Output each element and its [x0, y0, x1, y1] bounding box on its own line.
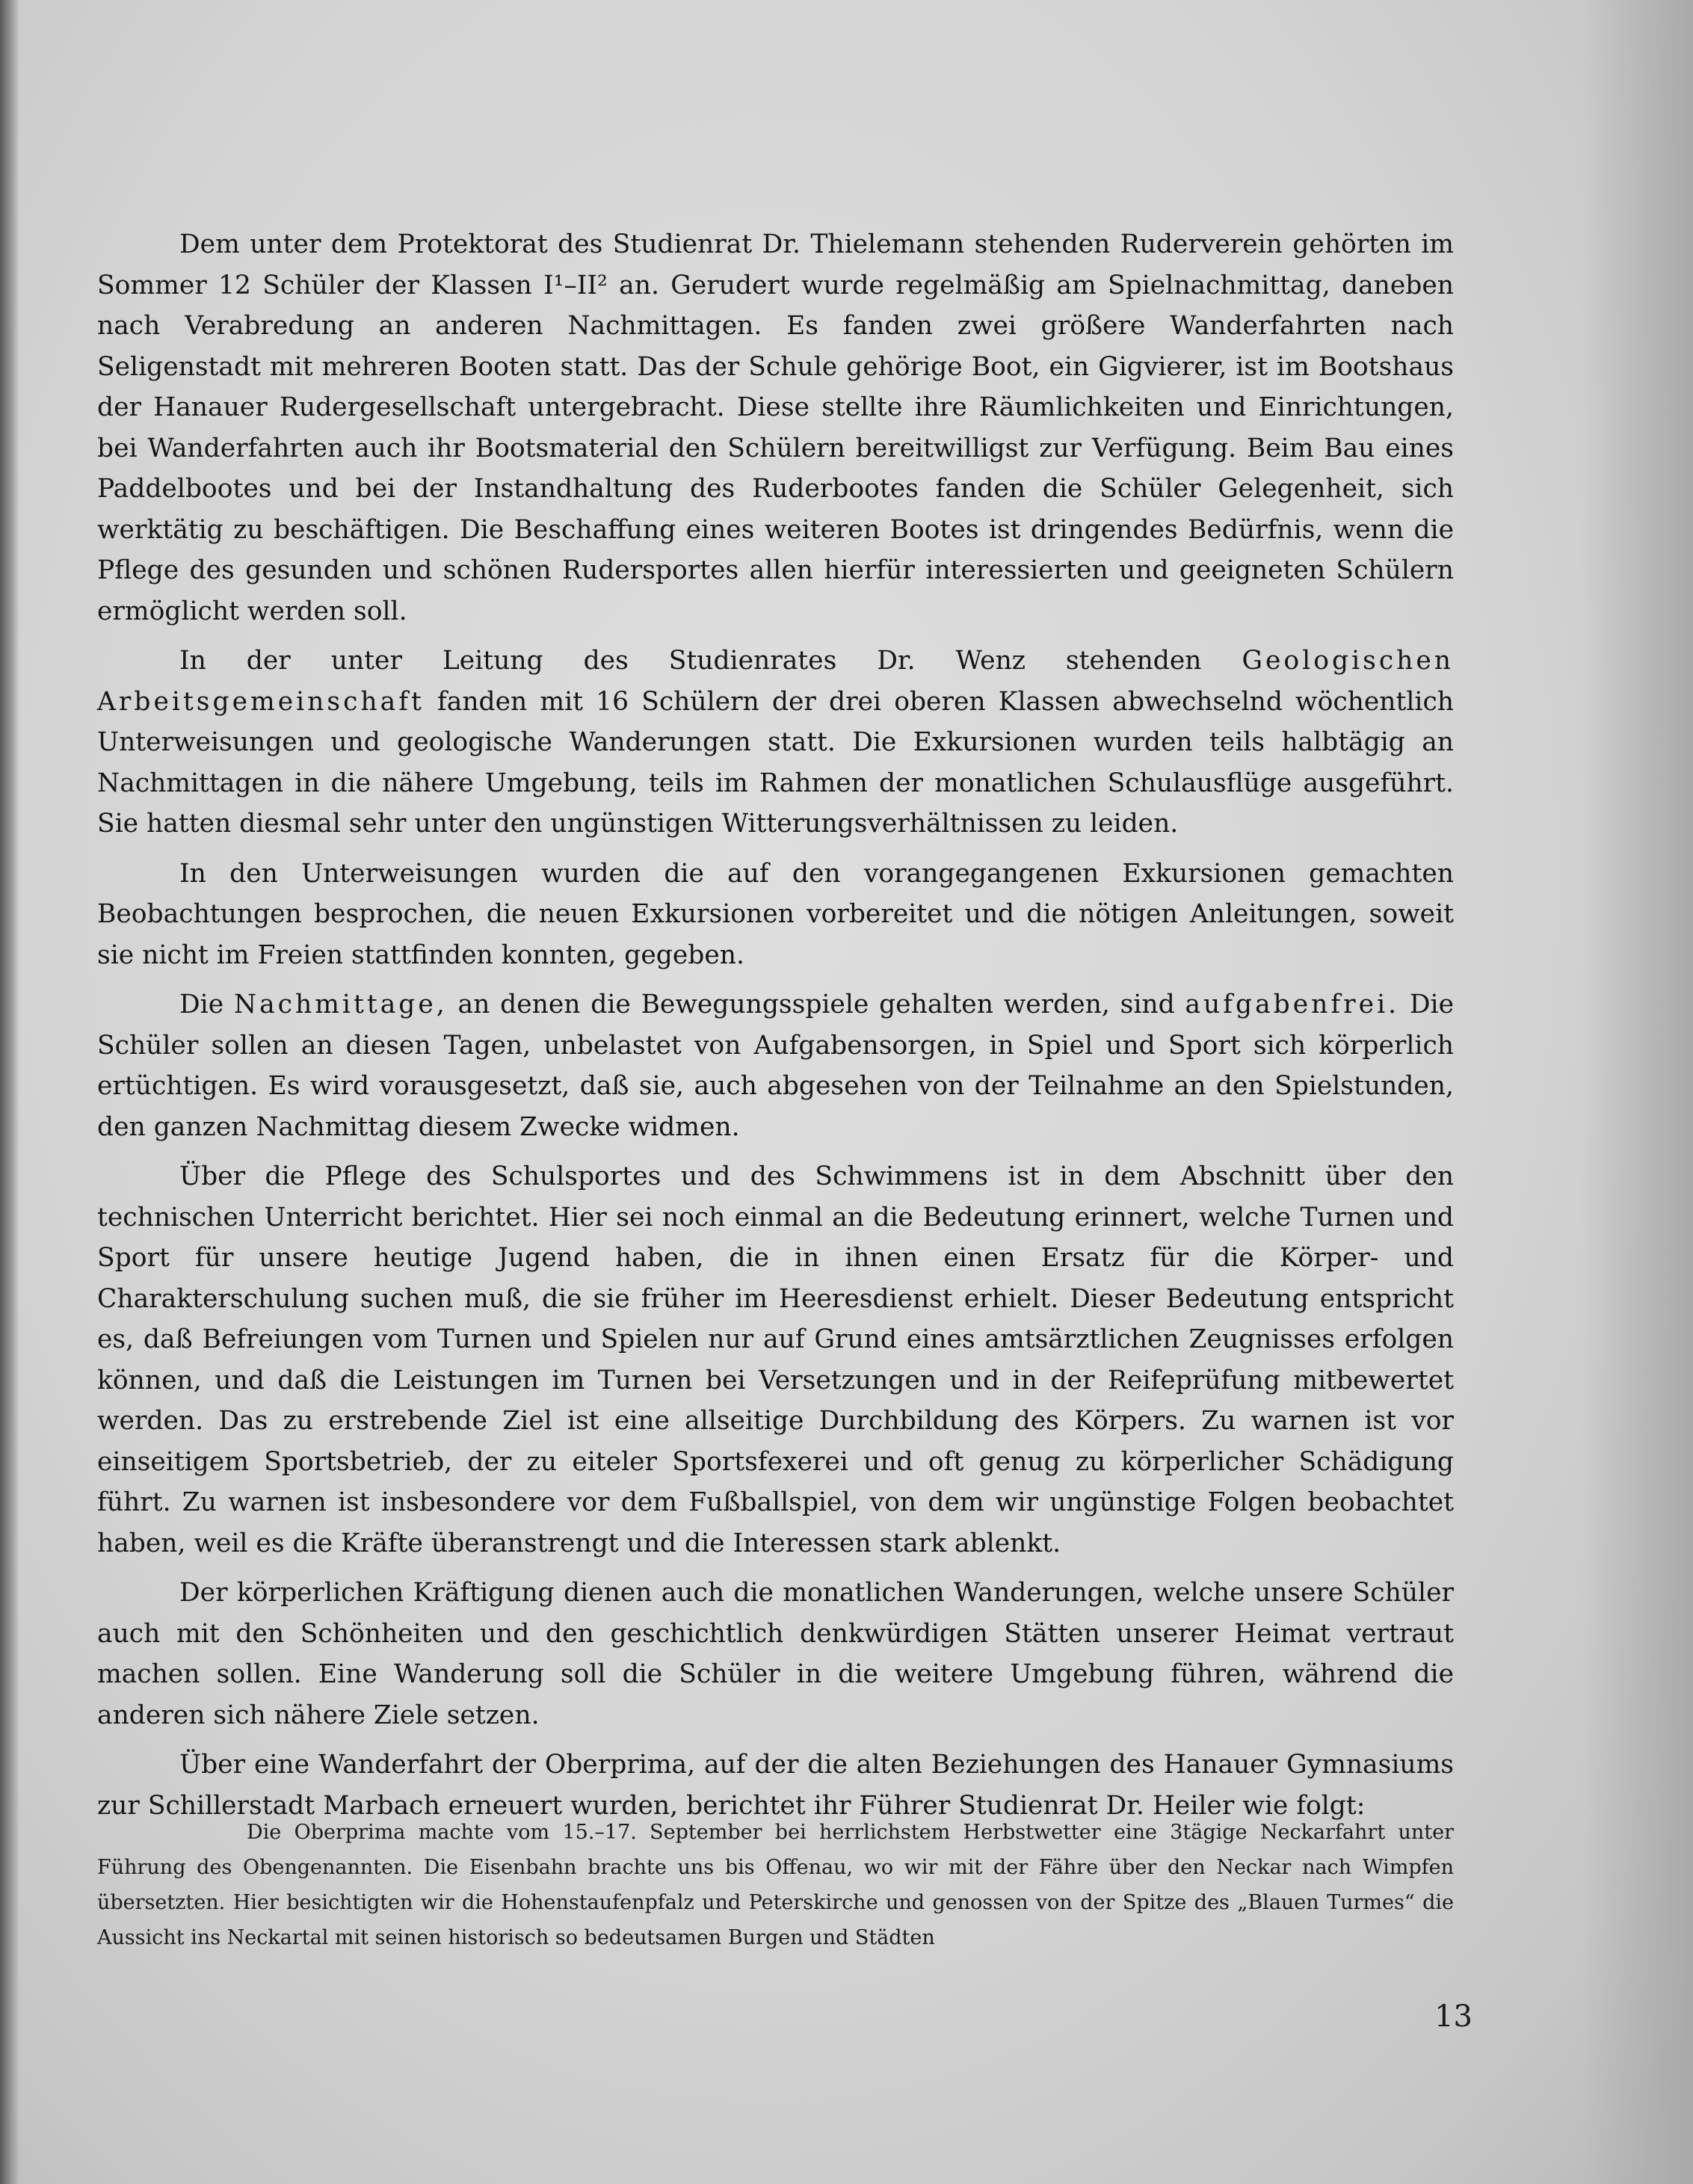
geologische-arbeitsgemeinschaft-emphasis: Geologischen Arbeitsgemeinschaft [97, 646, 1454, 717]
paragraph-geologie [97, 641, 1454, 845]
page-number: 13 [1434, 1999, 1472, 2034]
page-edge-shadow-right [1581, 0, 1693, 2184]
paragraph-geologie-end: fanden mit 16 Schülern der drei oberen Klassen abwechselnd wöchentlich Unterweisungen und geologische Wanderungen statt. Die Exkursionen wurden teils halbtägig an Nachmittagen in die nähere Umgebung, teils im Rahmen der monatlichen Schulausflüge ausgeführt. Sie hatten diesmal sehr unter den ungünstigen Witterungsverhältnissen zu leiden. [97, 686, 1454, 839]
paragraph-wanderungen: Der körperlichen Kräftigung dienen auch die monatlichen Wanderungen, welche unsere Schüler auch mit den Schönheiten und den geschichtlich denkwürdigen Stätten unserer Heimat vertraut machen sollen. Eine Wanderung soll die Schüler in die weitere Umgebung führen, während die anderen sich nähere Ziele setzen. [97, 1578, 1454, 1730]
paragraph-nachmittage-middle: an denen die Bewegungsspiele gehalten werden, sind [457, 990, 1175, 1019]
nachmittage-emphasis: Nachmittage, [233, 990, 448, 1019]
paragraph-ruderverein: Dem unter dem Protektorat des Studienrat Dr. Thielemann stehenden Ruderverein gehörten im Sommer 12 Schüler der Klassen I¹–II² an. Gerudert wurde regelmäßig am Spielnachmittag, daneben nach Verabredung an anderen Nachmittagen. Es fanden zwei größere Wanderfahrten nach Seligenstadt mit mehreren Booten statt. Das der Schule gehörige Boot, ein Gigvierer, ist im Bootshaus der Hanauer Rudergesellschaft untergebracht. Diese stellte ihre Räumlichkeiten und Einrichtungen, bei Wanderfahrten auch ihr Bootsmaterial den Schülern bereitwilligst zur Verfügung. Beim Bau eines Paddelbootes und bei der Instandhaltung des Ruderbootes fanden die Schüler Gelegenheit, sich werktätig zu beschäftigen. Die Beschaffung eines weiteren Bootes ist dringendes Bedürfnis, wenn die Pflege des gesunden und schönen Rudersportes allen hierfür interessierten und geeigneten Schülern ermöglicht werden soll. [97, 229, 1454, 626]
paragraph-schulsport: Über die Pflege des Schulsportes und des Schwimmens ist in dem Abschnitt über den technischen Unterricht berichtet. Hier sei noch einmal an die Bedeutung erinnert, welche Turnen und Sport für unsere heutige Jugend haben, die in ihnen einen Ersatz für die Körper- und Charakterschulung suchen muß, die sie früher im Heeresdienst erhielt. Dieser Bedeutung entspricht es, daß Befreiungen vom Turnen und Spielen nur auf Grund eines amtsärztlichen Zeugnisses erfolgen können, und daß die Leistungen im Turnen bei Versetzungen und in der Reifeprüfung mitbewertet werden. Das zu erstrebende Ziel ist eine allseitige Durchbildung des Körpers. Zu warnen ist vor einseitigem Sportsbetrieb, der zu eiteler Sportsfexerei und oft genug zu körperlicher Schädigung führt. Zu warnen ist insbesondere vor dem Fußballspiel, von dem wir ungünstige Folgen beobachtet haben, weil es die Kräfte überanstrengt und die Interessen stark ablenkt. [97, 1162, 1454, 1558]
paragraph-nachmittage-start: Die [179, 990, 224, 1019]
paragraph-unterweisungen: In den Unterweisungen wurden die auf den vorangegangenen Exkursionen gemachten Beobachtungen besprochen, die neuen Exkursionen vorbereitet und die nötigen Anleitungen, soweit sie nicht im Freien stattfinden konnten, gegeben. [97, 858, 1454, 970]
paragraph-wanderfahrt: Über eine Wanderfahrt der Oberprima, auf der die alten Beziehungen des Hanauer Gymnasiums zur Schillerstadt Marbach erneuert wurden, berichtet ihr Führer Studienrat Dr. Heiler wie folgt: [97, 1750, 1454, 1821]
aufgabenfrei-emphasis: aufgabenfrei. [1185, 990, 1400, 1019]
paragraph-nachmittage-end: Die Schüler sollen an diesen Tagen, unbelastet von Aufgabensorgen, in Spiel und Sport sich körperlich ertüchtigen. Es wird vorausgesetzt, daß sie, auch abgesehen von der Teilnahme an den Spielstunden, den ganzen Nachmittag diesem Zwecke widmen. [97, 990, 1455, 1142]
report-quote: Die Oberprima machte vom 15.–17. September bei herrlichstem Herbstwetter eine 3tägige Neckarfahrt unter Führung des Obengenannten. Die Eisenbahn brachte uns bis Offenau, wo wir mit der Fähre über den Neckar nach Wimpfen übersetzten. Hier besichtigten wir die Hohenstaufenpfalz und Peterskirche und genossen von der Spitze des „Blauen Turmes“ die Aussicht ins Neckartal mit seinen historisch so bedeutsamen Burgen und Städten [97, 1821, 1454, 1949]
main-text-block [97, 224, 1454, 1826]
paragraph-geologie-start: In der unter Leitung des Studienrates Dr. Wenz stehenden [179, 646, 1202, 676]
page-edge-shadow-left [0, 0, 19, 2184]
paragraph-nachmittage [97, 984, 1454, 1147]
